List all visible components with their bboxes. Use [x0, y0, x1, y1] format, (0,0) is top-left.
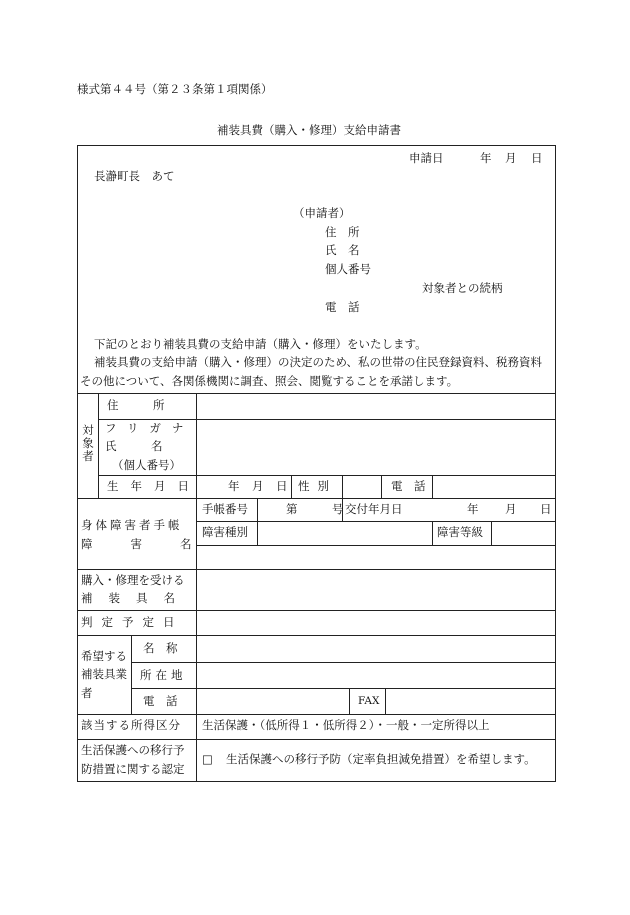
birth-month: 月 [252, 479, 264, 493]
device-label-2: 補装具名 [81, 591, 191, 605]
divider [131, 688, 556, 689]
issue-day: 日 [540, 502, 552, 516]
subject-birth-label: 生年月日 [107, 479, 201, 493]
disability-label-2 [81, 537, 230, 551]
vendor-fax-label: FAX [358, 695, 380, 707]
transition-text: 生活保護への移行予防（定率負担減免措置）を希望します。 [226, 752, 536, 766]
divider [77, 635, 556, 636]
form-title: 補装具費（購入・修理）支給申請書 [217, 123, 401, 137]
divider [257, 498, 258, 545]
issue-year: 年 [467, 502, 479, 516]
disability-grade-label: 障害等級 [437, 525, 483, 539]
birth-day: 日 [276, 479, 288, 493]
divider [432, 475, 433, 498]
vendor-label-3: 者 [81, 686, 93, 700]
divider [196, 545, 556, 546]
device-label-1: 購入・修理を受ける [81, 573, 185, 587]
handbook-no-suffix: 第 号 [286, 502, 344, 516]
divider [131, 635, 132, 714]
subject-section-label: 対象者 [82, 423, 94, 464]
application-month: 月 [505, 151, 517, 165]
applicant-name-label: 氏 名 [325, 243, 360, 257]
application-date-label: 申請日 [409, 151, 444, 165]
divider [77, 569, 556, 570]
vendor-label-2: 補装具業 [81, 667, 127, 681]
subject-phone-label: 電 話 [391, 479, 426, 493]
transition-label-1: 生活保護への移行予 [81, 743, 185, 757]
divider [381, 475, 382, 498]
divider [77, 739, 556, 740]
divider [342, 475, 343, 498]
applicant-relation-label: 対象者との続柄 [422, 281, 503, 295]
applicant-address-label: 住 所 [325, 225, 360, 239]
divider [491, 521, 492, 545]
handbook-no-label: 手帳番号 [202, 502, 248, 516]
divider [349, 688, 350, 714]
subject-name-label: 氏 名 [105, 439, 163, 453]
addressee: 長瀞町長 あて [94, 169, 175, 183]
disability-name-text: 障害名 [81, 537, 230, 551]
divider [291, 475, 292, 498]
vendor-name-label: 名 称 [143, 641, 178, 655]
vendor-location-label: 所在地 [140, 668, 187, 682]
divider [196, 521, 556, 522]
issue-date-label: 交付年月日 [345, 502, 403, 516]
vendor-label-1: 希望する [81, 649, 127, 663]
consent-line-2a: 補装具費の支給申請（購入・修理）の決定のため、私の世帯の住民登録資料、税務資料 [94, 355, 543, 369]
consent-line-2b: その他について、各関係機関に調査、照会、閲覧することを承諾します。 [80, 374, 459, 388]
subject-address-text: 住 所 [107, 398, 165, 412]
gender-label: 性別 [298, 479, 337, 493]
vendor-phone-label: 電 話 [143, 694, 178, 708]
divider [77, 610, 556, 611]
subject-personal-no-label: （個人番号） [112, 458, 181, 472]
applicant-personal-no-label: 個人番号 [325, 262, 371, 276]
income-class-label: 該当する所得区分 [81, 718, 181, 732]
divider [131, 662, 556, 663]
divider [98, 393, 99, 498]
divider [98, 419, 556, 420]
subject-address-label [107, 400, 189, 412]
disability-label-1: 身体障害者手帳 [81, 518, 183, 532]
application-year: 年 [480, 151, 492, 165]
divider [77, 714, 556, 715]
form-number: 様式第４４号（第２３条第１項関係） [77, 82, 273, 96]
subject-furigana-label: フリガナ [105, 421, 195, 435]
transition-checkbox[interactable]: □ [202, 752, 213, 766]
applicant-label: （申請者） [293, 206, 351, 220]
birth-year: 年 [228, 479, 240, 493]
consent-line-1: 下記のとおり補装具費の支給申請（購入・修理）をいたします。 [94, 337, 427, 351]
disability-type-label: 障害種別 [202, 525, 248, 539]
divider [196, 393, 197, 782]
divider [385, 688, 386, 714]
divider [77, 393, 556, 394]
application-day: 日 [531, 151, 543, 165]
issue-month: 月 [505, 502, 517, 516]
judgment-date-label: 判定予定日 [81, 615, 184, 629]
income-class-options: 生活保護・（低所得１・低所得２）・一般・一定所得以上 [202, 718, 490, 732]
divider [98, 475, 556, 476]
transition-label-2: 防措置に関する認定 [81, 762, 185, 776]
divider [432, 521, 433, 545]
applicant-phone-label: 電 話 [325, 300, 360, 314]
divider [77, 498, 556, 499]
